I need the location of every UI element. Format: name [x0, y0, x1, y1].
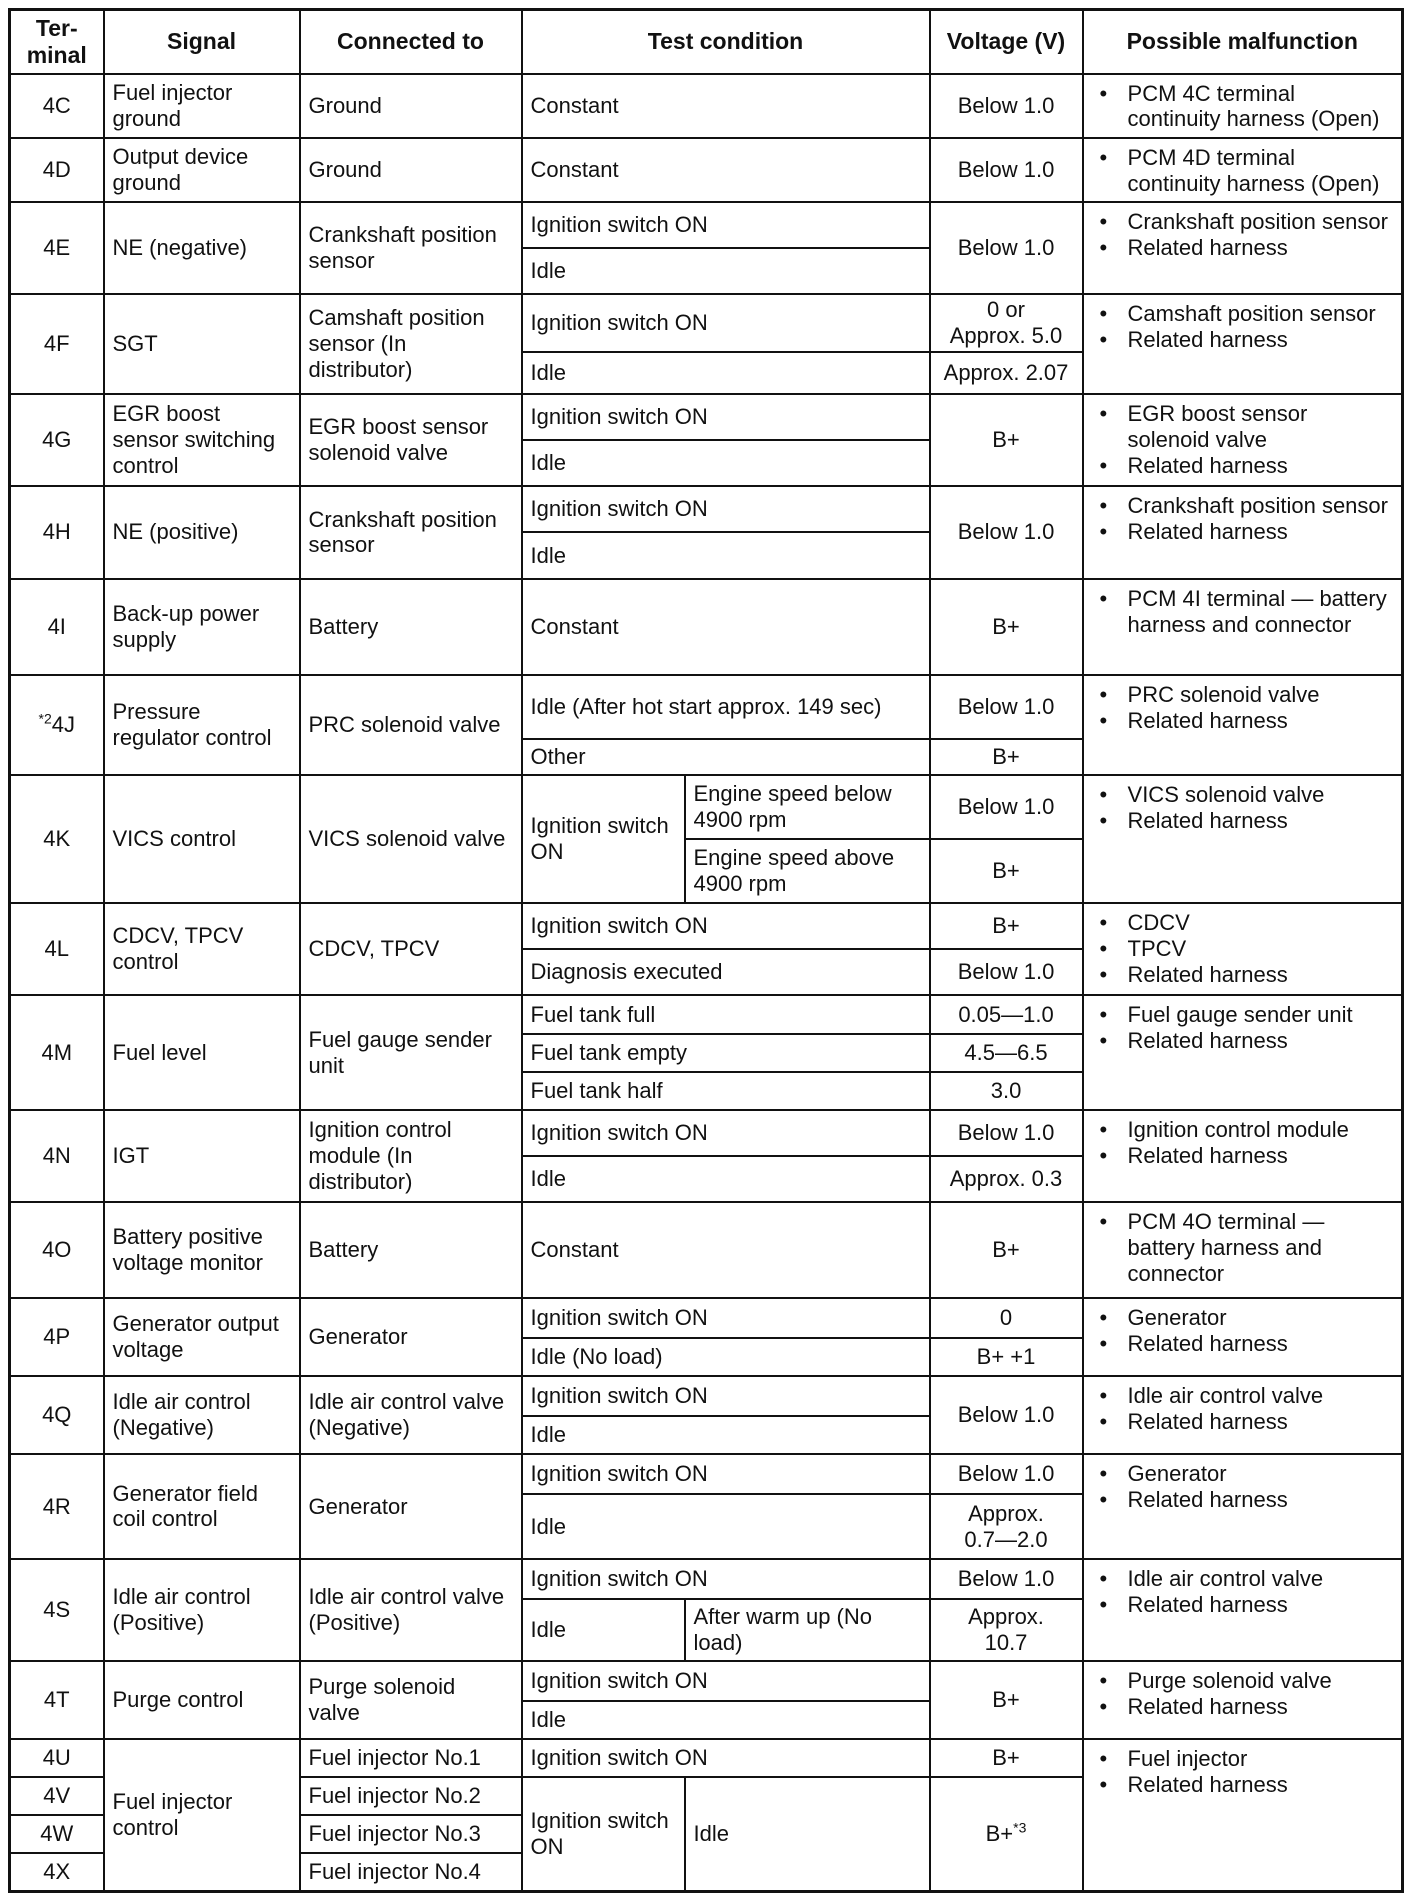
malfunction-item: • Fuel injector: [1092, 1746, 1394, 1772]
condition-cell: Ignition switch ON: [522, 1777, 685, 1891]
terminal-cell: 4F: [10, 294, 104, 394]
condition-cell: Ignition switch ON: [522, 1110, 930, 1156]
signal-cell: Idle air control (Positive): [104, 1559, 300, 1661]
malfunction-cell: [1083, 1110, 1403, 1202]
malfunction-item: • Related harness: [1092, 1331, 1394, 1357]
malfunction-cell: [1083, 202, 1403, 294]
malfunction-cell: [1083, 294, 1403, 394]
malfunction-cell: [1083, 903, 1403, 995]
malfunction-item: • Related harness: [1092, 962, 1394, 988]
condition-cell: Fuel tank empty: [522, 1034, 930, 1072]
malfunction-item: • Idle air control valve: [1092, 1566, 1394, 1592]
voltage-cell: B+: [930, 839, 1083, 903]
malfunction-item: • Crankshaft position sensor: [1092, 209, 1394, 235]
malfunction-item: • Related harness: [1092, 1409, 1394, 1435]
voltage-cell: B+: [930, 903, 1083, 949]
table-row: [10, 294, 1403, 352]
voltage-cell: Below 1.0: [930, 202, 1083, 294]
voltage-cell: B+: [930, 394, 1083, 486]
malfunction-item: • Related harness: [1092, 1694, 1394, 1720]
sub-condition-cell: After warm up (No load): [685, 1599, 930, 1661]
signal-cell: Back-up power supply: [104, 579, 300, 675]
table-row: [10, 394, 1403, 440]
terminal-cell: 4D: [10, 138, 104, 202]
malfunction-item: • Related harness: [1092, 1772, 1394, 1798]
table-row: [10, 202, 1403, 248]
voltage-cell: B+: [930, 739, 1083, 775]
malfunction-cell: [1083, 579, 1403, 675]
malfunction-cell: [1083, 1376, 1403, 1454]
connected-cell: Fuel injector No.3: [300, 1815, 522, 1853]
header-connected-to: Connected to: [300, 10, 522, 74]
signal-cell: NE (negative): [104, 202, 300, 294]
connected-cell: Generator: [300, 1298, 522, 1376]
condition-cell: Ignition switch ON: [522, 903, 930, 949]
malfunction-item: • VICS solenoid valve: [1092, 782, 1394, 808]
malfunction-cell: [1083, 138, 1403, 202]
voltage-cell: Below 1.0: [930, 74, 1083, 138]
table-row: [10, 1559, 1403, 1599]
signal-cell: SGT: [104, 294, 300, 394]
malfunction-item: • Related harness: [1092, 1592, 1394, 1618]
malfunction-cell: [1083, 1559, 1403, 1661]
table-row: [10, 995, 1403, 1033]
signal-cell: Fuel injector control: [104, 1739, 300, 1892]
malfunction-item: • Ignition control module: [1092, 1117, 1394, 1143]
table-row: [10, 74, 1403, 138]
connected-cell: Ground: [300, 74, 522, 138]
signal-cell: EGR boost sensor switching control: [104, 394, 300, 486]
terminal-cell: 4G: [10, 394, 104, 486]
malfunction-cell: [1083, 1739, 1403, 1892]
malfunction-item: • Related harness: [1092, 708, 1394, 734]
connected-cell: Fuel injector No.4: [300, 1853, 522, 1891]
connected-cell: VICS solenoid valve: [300, 775, 522, 903]
malfunction-item: • Related harness: [1092, 1143, 1394, 1169]
terminal-cell: 4E: [10, 202, 104, 294]
terminal-cell: 4O: [10, 1202, 104, 1298]
condition-cell: Constant: [522, 138, 930, 202]
condition-cell: Ignition switch ON: [522, 394, 930, 440]
condition-cell: Ignition switch ON: [522, 775, 685, 903]
terminal-cell: 4X: [10, 1853, 104, 1891]
signal-cell: Generator field coil control: [104, 1454, 300, 1558]
malfunction-item: • Generator: [1092, 1305, 1394, 1331]
voltage-cell: Below 1.0: [930, 675, 1083, 739]
connected-cell: Generator: [300, 1454, 522, 1558]
voltage-cell: Below 1.0: [930, 1454, 1083, 1494]
terminal-cell: 4K: [10, 775, 104, 903]
sub-condition-cell: Engine speed above 4900 rpm: [685, 839, 930, 903]
table-row: [10, 1661, 1403, 1701]
condition-cell: Ignition switch ON: [522, 1376, 930, 1416]
voltage-cell: B+ +1: [930, 1338, 1083, 1376]
connected-cell: CDCV, TPCV: [300, 903, 522, 995]
voltage-cell: Approx. 2.07: [930, 352, 1083, 394]
voltage-cell: B+: [930, 579, 1083, 675]
malfunction-item: • EGR boost sensor solenoid valve: [1092, 401, 1394, 453]
signal-cell: Fuel injector ground: [104, 74, 300, 138]
signal-cell: Output device ground: [104, 138, 300, 202]
malfunction-cell: [1083, 675, 1403, 775]
voltage-cell: Below 1.0: [930, 1559, 1083, 1599]
terminal-cell: 4C: [10, 74, 104, 138]
table-row: [10, 903, 1403, 949]
malfunction-item: • Fuel gauge sender unit: [1092, 1002, 1394, 1028]
connected-cell: Ground: [300, 138, 522, 202]
malfunction-item: • Related harness: [1092, 808, 1394, 834]
connected-cell: Crankshaft position sensor: [300, 486, 522, 578]
malfunction-cell: [1083, 486, 1403, 578]
condition-cell: Idle: [522, 1416, 930, 1454]
header-possible-malfunction: Possible malfunction: [1083, 10, 1403, 74]
malfunction-item: • Related harness: [1092, 327, 1394, 353]
malfunction-cell: [1083, 394, 1403, 486]
condition-cell: Idle (No load): [522, 1338, 930, 1376]
malfunction-item: • PCM 4O terminal — battery harness and connector: [1092, 1209, 1394, 1287]
malfunction-item: • Related harness: [1092, 235, 1394, 261]
condition-cell: Idle: [522, 1701, 930, 1739]
terminal-cell: 4Q: [10, 1376, 104, 1454]
connected-cell: EGR boost sensor solenoid valve: [300, 394, 522, 486]
voltage-cell: B+: [930, 1202, 1083, 1298]
voltage-value: B+: [985, 1821, 1014, 1847]
signal-cell: Purge control: [104, 1661, 300, 1739]
table-row: [10, 1376, 1403, 1416]
condition-cell: Other: [522, 739, 930, 775]
signal-cell: Pressure regulator control: [104, 675, 300, 775]
condition-cell: Idle: [522, 1156, 930, 1202]
malfunction-cell: [1083, 1202, 1403, 1298]
sub-condition-cell: Idle: [685, 1777, 930, 1891]
header-voltage: Voltage (V): [930, 10, 1083, 74]
condition-cell: Ignition switch ON: [522, 1454, 930, 1494]
signal-cell: VICS control: [104, 775, 300, 903]
terminal-cell: 4L: [10, 903, 104, 995]
table-row: [10, 1298, 1403, 1338]
signal-cell: IGT: [104, 1110, 300, 1202]
malfunction-item: • CDCV: [1092, 910, 1394, 936]
voltage-cell: Approx. 10.7: [930, 1599, 1083, 1661]
condition-cell: Diagnosis executed: [522, 949, 930, 995]
signal-cell: Battery positive voltage monitor: [104, 1202, 300, 1298]
sub-condition-cell: Engine speed below 4900 rpm: [685, 775, 930, 839]
voltage-cell: 0.05—1.0: [930, 995, 1083, 1033]
malfunction-cell: [1083, 1454, 1403, 1558]
connected-cell: Idle air control valve (Negative): [300, 1376, 522, 1454]
terminal-cell: [10, 675, 104, 775]
malfunction-cell: [1083, 775, 1403, 903]
connected-cell: Fuel injector No.2: [300, 1777, 522, 1815]
voltage-cell: 0: [930, 1298, 1083, 1338]
terminal-cell: 4I: [10, 579, 104, 675]
malfunction-item: • Related harness: [1092, 453, 1394, 479]
voltage-cell: Below 1.0: [930, 1376, 1083, 1454]
condition-cell: Idle (After hot start approx. 149 sec): [522, 675, 930, 739]
table-row: [10, 579, 1403, 675]
malfunction-item: • Idle air control valve: [1092, 1383, 1394, 1409]
connected-cell: Battery: [300, 1202, 522, 1298]
malfunction-cell: [1083, 995, 1403, 1109]
condition-cell: Idle: [522, 248, 930, 294]
connected-cell: Camshaft position sensor (In distributor): [300, 294, 522, 394]
malfunction-item: • Camshaft position sensor: [1092, 301, 1394, 327]
header-signal: Signal: [104, 10, 300, 74]
condition-cell: Idle: [522, 1599, 685, 1661]
table-row: [10, 1110, 1403, 1156]
signal-cell: NE (positive): [104, 486, 300, 578]
terminal-cell: 4N: [10, 1110, 104, 1202]
malfunction-item: • PCM 4I terminal — battery harness and connector: [1092, 586, 1394, 638]
condition-cell: Ignition switch ON: [522, 1559, 930, 1599]
malfunction-item: • Generator: [1092, 1461, 1394, 1487]
terminal-cell: 4T: [10, 1661, 104, 1739]
table-row: [10, 1454, 1403, 1494]
voltage-cell: 4.5—6.5: [930, 1034, 1083, 1072]
malfunction-item: • Related harness: [1092, 519, 1394, 545]
pcm-terminal-voltage-table: [8, 8, 1404, 1893]
voltage-cell: [930, 1777, 1083, 1891]
malfunction-item: • Related harness: [1092, 1028, 1394, 1054]
malfunction-cell: [1083, 74, 1403, 138]
condition-cell: Constant: [522, 74, 930, 138]
table-row: [10, 775, 1403, 839]
malfunction-item: • Related harness: [1092, 1487, 1394, 1513]
header-terminal: Ter- minal: [10, 10, 104, 74]
table-row: [10, 675, 1403, 739]
terminal-footnote-marker: *2: [38, 710, 52, 727]
voltage-cell: Below 1.0: [930, 138, 1083, 202]
condition-cell: Ignition switch ON: [522, 1661, 930, 1701]
header-test-condition: Test condition: [522, 10, 930, 74]
signal-cell: Fuel level: [104, 995, 300, 1109]
header-row: [10, 10, 1403, 74]
voltage-cell: 0 or Approx. 5.0: [930, 294, 1083, 352]
signal-cell: Idle air control (Negative): [104, 1376, 300, 1454]
terminal-cell: 4R: [10, 1454, 104, 1558]
terminal-cell: 4U: [10, 1739, 104, 1777]
voltage-cell: Below 1.0: [930, 1110, 1083, 1156]
malfunction-item: • PCM 4C terminal continuity harness (Open): [1092, 81, 1394, 133]
terminal-cell: 4P: [10, 1298, 104, 1376]
connected-cell: Idle air control valve (Positive): [300, 1559, 522, 1661]
connected-cell: Purge solenoid valve: [300, 1661, 522, 1739]
voltage-footnote-marker: *3: [1013, 1819, 1027, 1836]
malfunction-cell: [1083, 1661, 1403, 1739]
table-row: [10, 1739, 1403, 1777]
condition-cell: Ignition switch ON: [522, 1298, 930, 1338]
voltage-cell: Approx. 0.7—2.0: [930, 1494, 1083, 1558]
condition-cell: Fuel tank full: [522, 995, 930, 1033]
condition-cell: Constant: [522, 1202, 930, 1298]
malfunction-item: • TPCV: [1092, 936, 1394, 962]
table-row: [10, 138, 1403, 202]
condition-cell: Ignition switch ON: [522, 486, 930, 532]
voltage-cell: Approx. 0.3: [930, 1156, 1083, 1202]
signal-cell: Generator output voltage: [104, 1298, 300, 1376]
terminal-cell: 4V: [10, 1777, 104, 1815]
terminal-cell: 4S: [10, 1559, 104, 1661]
malfunction-item: • Purge solenoid valve: [1092, 1668, 1394, 1694]
connected-cell: Fuel gauge sender unit: [300, 995, 522, 1109]
voltage-cell: Below 1.0: [930, 949, 1083, 995]
voltage-cell: Below 1.0: [930, 775, 1083, 839]
connected-cell: Crankshaft position sensor: [300, 202, 522, 294]
connected-cell: Fuel injector No.1: [300, 1739, 522, 1777]
condition-cell: Constant: [522, 579, 930, 675]
malfunction-item: • PRC solenoid valve: [1092, 682, 1394, 708]
condition-cell: Idle: [522, 440, 930, 486]
terminal-cell: 4W: [10, 1815, 104, 1853]
condition-cell: Fuel tank half: [522, 1072, 930, 1110]
voltage-cell: Below 1.0: [930, 486, 1083, 578]
malfunction-cell: [1083, 1298, 1403, 1376]
terminal-cell: 4H: [10, 486, 104, 578]
condition-cell: Idle: [522, 532, 930, 578]
connected-cell: PRC solenoid valve: [300, 675, 522, 775]
table-row: [10, 1202, 1403, 1298]
voltage-cell: 3.0: [930, 1072, 1083, 1110]
voltage-cell: B+: [930, 1661, 1083, 1739]
condition-cell: Idle: [522, 352, 930, 394]
condition-cell: Ignition switch ON: [522, 1739, 930, 1777]
malfunction-item: • Crankshaft position sensor: [1092, 493, 1394, 519]
terminal-cell: 4M: [10, 995, 104, 1109]
signal-cell: CDCV, TPCV control: [104, 903, 300, 995]
condition-cell: Idle: [522, 1494, 930, 1558]
connected-cell: Ignition control module (In distributor): [300, 1110, 522, 1202]
voltage-cell: B+: [930, 1739, 1083, 1777]
malfunction-item: • PCM 4D terminal continuity harness (Open): [1092, 145, 1394, 197]
condition-cell: Ignition switch ON: [522, 202, 930, 248]
terminal-label: 4J: [51, 711, 75, 737]
table-row: [10, 486, 1403, 532]
connected-cell: Battery: [300, 579, 522, 675]
condition-cell: Ignition switch ON: [522, 294, 930, 352]
